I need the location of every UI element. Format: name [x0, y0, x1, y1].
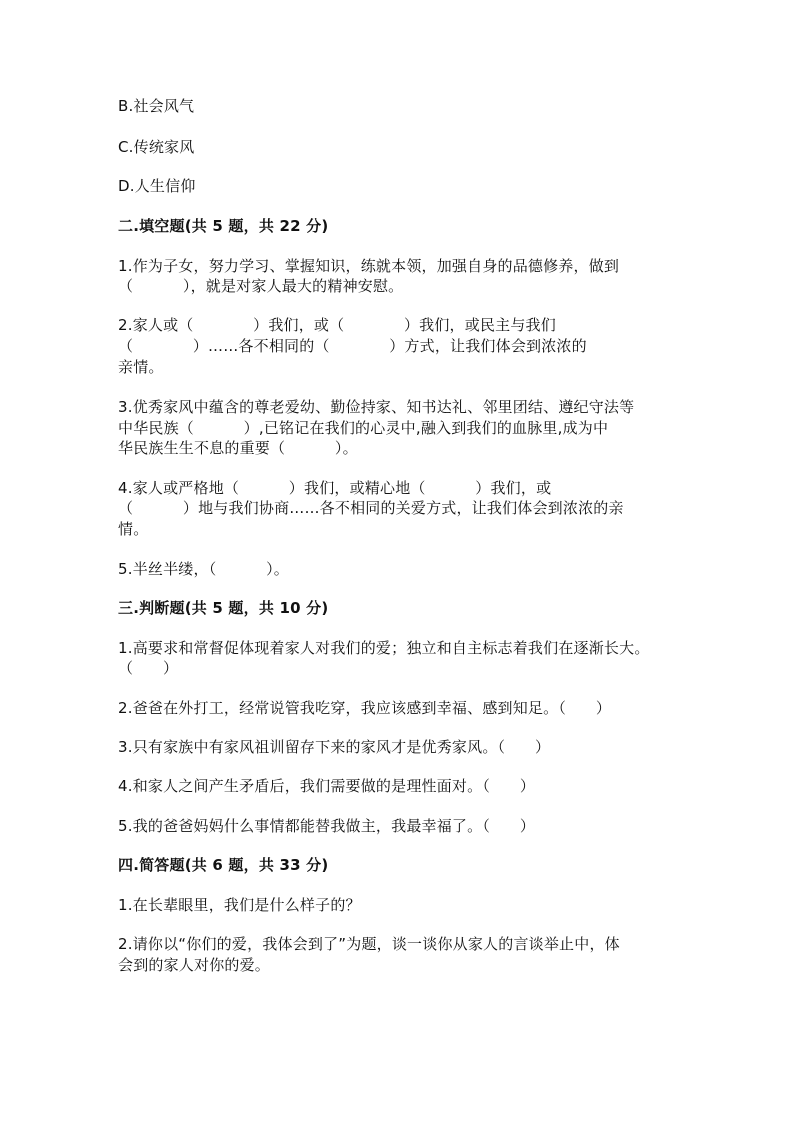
fill-q5: 5.半丝半缕，（ ）。: [118, 560, 289, 578]
fill-q1-line2: （ ），就是对家人最大的精神安慰。: [118, 277, 404, 295]
fill-q4-line3: 情。: [118, 520, 149, 538]
section-heading-short-answer: 四.简答题(共 6 题，共 33 分): [118, 856, 329, 874]
sa-q2-line1: 2.请你以“你们的爱，我体会到了”为题，谈一谈你从家人的言谈举止中，体: [118, 935, 620, 953]
fill-q4-line2: （ ）地与我们协商……各不相同的关爱方式，让我们体会到浓浓的亲: [118, 499, 624, 517]
option-c: C.传统家风: [118, 138, 195, 156]
fill-q3-line2: 中华民族（ ）,已铭记在我们的心灵中,融入到我们的血脉里,成为中: [118, 419, 609, 437]
tf-q2: 2.爸爸在外打工，经常说管我吃穿，我应该感到幸福、感到知足。（ ）: [118, 699, 612, 717]
fill-q3-line3: 华民族生生不息的重要（ ）。: [118, 439, 358, 457]
fill-q2-line1: 2.家人或（ ）我们，或（ ）我们，或民主与我们: [118, 316, 556, 334]
sa-q2-line2: 会到的家人对你的爱。: [118, 956, 271, 974]
option-d: D.人生信仰: [118, 177, 196, 195]
section-heading-fill-blank: 二.填空题(共 5 题，共 22 分): [118, 217, 329, 235]
tf-q3: 3.只有家族中有家风祖训留存下来的家风才是优秀家风。（ ）: [118, 738, 551, 756]
section-heading-true-false: 三.判断题(共 5 题，共 10 分): [118, 599, 329, 617]
fill-q3-line1: 3.优秀家风中蕴含的尊老爱幼、勤俭持家、知书达礼、邻里团结、遵纪守法等: [118, 398, 635, 416]
fill-q1-line1: 1.作为子女，努力学习、掌握知识，练就本领，加强自身的品德修养，做到: [118, 257, 620, 275]
tf-q1-line1: 1.高要求和常督促体现着家人对我们的爱；独立和自主标志着我们在逐渐长大。: [118, 639, 650, 657]
tf-q1-line2: （ ）: [118, 659, 179, 677]
fill-q4-line1: 4.家人或严格地（ ）我们，或精心地（ ）我们，或: [118, 479, 552, 497]
fill-q2-line2: （ ）……各不相同的（ ）方式，让我们体会到浓浓的: [118, 337, 587, 355]
tf-q4: 4.和家人之间产生矛盾后，我们需要做的是理性面对。（ ）: [118, 777, 536, 795]
option-b: B.社会风气: [118, 97, 195, 115]
sa-q1: 1.在长辈眼里，我们是什么样子的？: [118, 896, 361, 914]
fill-q2-line3: 亲情。: [118, 358, 164, 376]
tf-q5: 5.我的爸爸妈妈什么事情都能替我做主，我最幸福了。（ ）: [118, 817, 536, 835]
